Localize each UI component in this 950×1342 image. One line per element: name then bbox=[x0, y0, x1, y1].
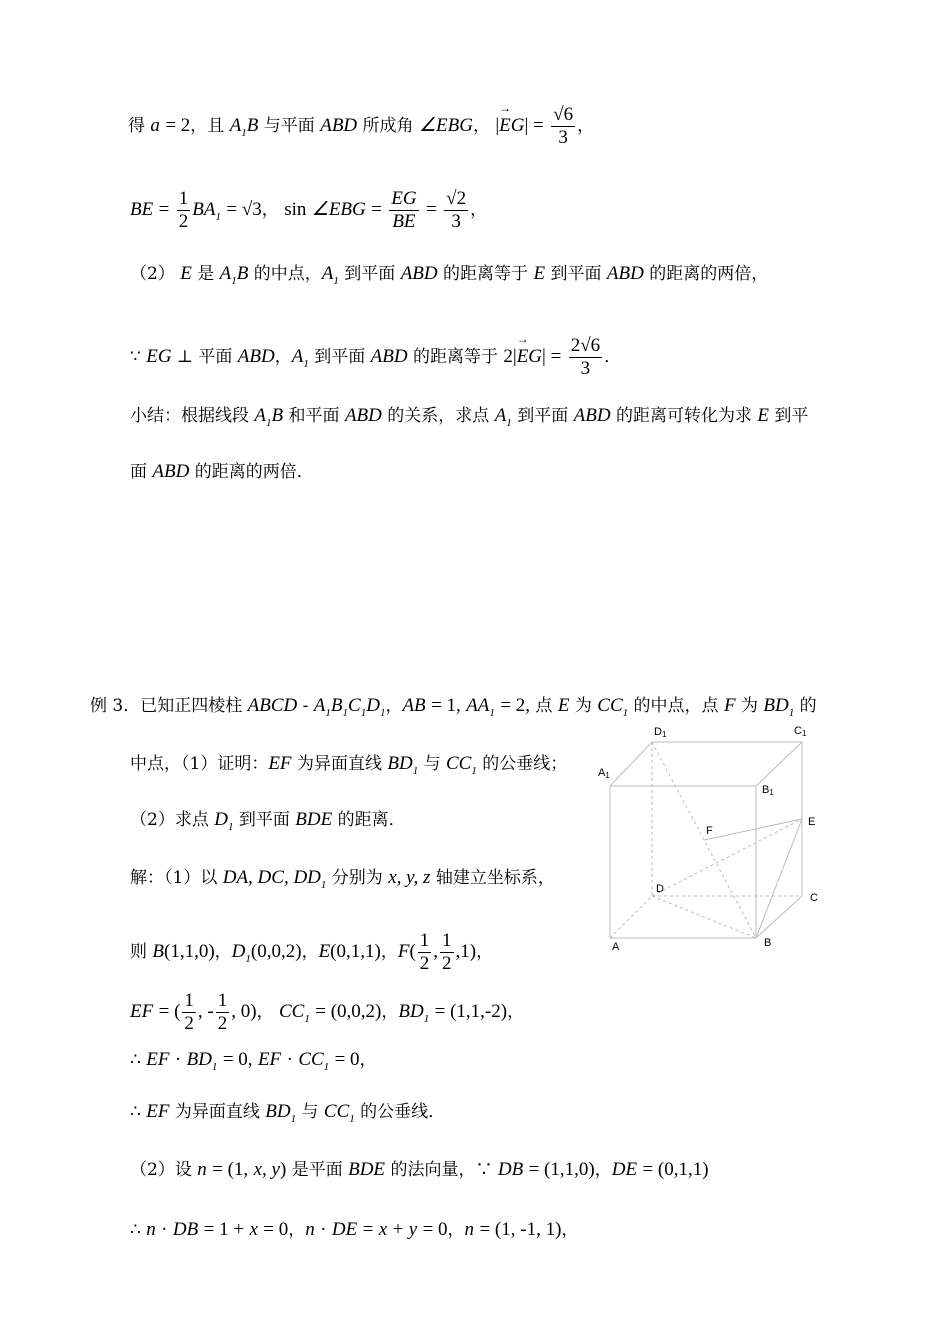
label-E: E bbox=[808, 816, 816, 828]
text-line-7: 例 3．已知正四棱柱 ABCD - $A_1B_1C_1D_1$，AB = 1, $AA_1 = 2$, 点 E 为 $CC_1$ 的中点，点 F 为 $BD_1$ 的 bbox=[90, 695, 817, 719]
label-F: F bbox=[706, 825, 713, 837]
front-face bbox=[610, 786, 756, 938]
text-line-15: （2）设 n = (1, x, y) 是平面 BDE 的法向量，∵ DB = (1,1,0)，DE = (0,1,1) bbox=[130, 1159, 709, 1180]
label-D1: D1 bbox=[654, 726, 667, 739]
label-D: D bbox=[656, 883, 664, 895]
text-line-5: 小结：根据线段 $A_1B$ 和平面 ABD 的关系，求点 $A_1$ 到平面 ABD 的距离可转化为求 E 到平 bbox=[130, 405, 809, 429]
text-line-13: ∴ EF · $BD_1 = 0$, EF · $CC_1 = 0$， bbox=[130, 1049, 377, 1073]
label-B1: B1 bbox=[762, 784, 774, 797]
text-line-1: 得 a = 2，且 $A_1B$ 与平面 ABD 所成角 ∠EBG， |→ EG| = $\frac{√6}{3}$ ， bbox=[128, 104, 594, 149]
label-C1: C1 bbox=[794, 725, 807, 738]
text-line-14: ∴ EF 为异面直线 $BD_1$ 与 $CC_1$ 的公垂线． bbox=[130, 1101, 446, 1125]
text-line-16: ∴ n · DB = 1 + x = 0，n · DE = x + y = 0，n = (1, -1, 1)， bbox=[130, 1219, 579, 1240]
text-line-6: 面 ABD 的距离的两倍． bbox=[130, 461, 314, 482]
label-B: B bbox=[764, 937, 772, 949]
text-line-8: 中点，（1）证明：EF 为异面直线 $BD_1$ 与 $CC_1$ 的公垂线； bbox=[130, 753, 568, 777]
text-line-12: EF = ( $\frac{1}{2}$ , - $\frac{1}{2}$ , 0)， $CC_1 = (0,0,2)$，$BD_1 = (1,1,-2)$， bbox=[130, 990, 525, 1034]
text-line-2: BE = $\frac{1}{2}$ $BA_1 = √3$， sin ∠EBG = $\frac{EG}{BE}$ = $\frac{√2}{3}$ ， bbox=[130, 188, 488, 232]
label-C: C bbox=[810, 892, 818, 904]
prism-diagram bbox=[596, 720, 826, 960]
text-line-9: （2）求点 $D_1$ 到平面 BDE 的距离． bbox=[130, 809, 406, 833]
text-line-11: 则 B(1,1,0)，$D_1(0,0,2)$，E(0,1,1)，F( $\frac{1}{2}$ , $\frac{1}{2}$ ,1)， bbox=[130, 930, 494, 974]
label-A: A bbox=[612, 941, 620, 953]
label-A1: A1 bbox=[598, 767, 610, 780]
text-line-4: ∵ EG ⊥ 平面 ABD，$A_1$ 到平面 ABD 的距离等于 2|→ EG| = $\frac{2√6}{3}$ ． bbox=[130, 335, 621, 380]
text-line-3: （2） E 是 $A_1B$ 的中点，$A_1$ 到平面 ABD 的距离等于 E 到平面 ABD 的距离的两倍， bbox=[130, 263, 769, 287]
text-line-10: 解：（1）以 DA, DC, $DD_1$ 分别为 x, y, z 轴建立坐标系， bbox=[130, 867, 555, 891]
